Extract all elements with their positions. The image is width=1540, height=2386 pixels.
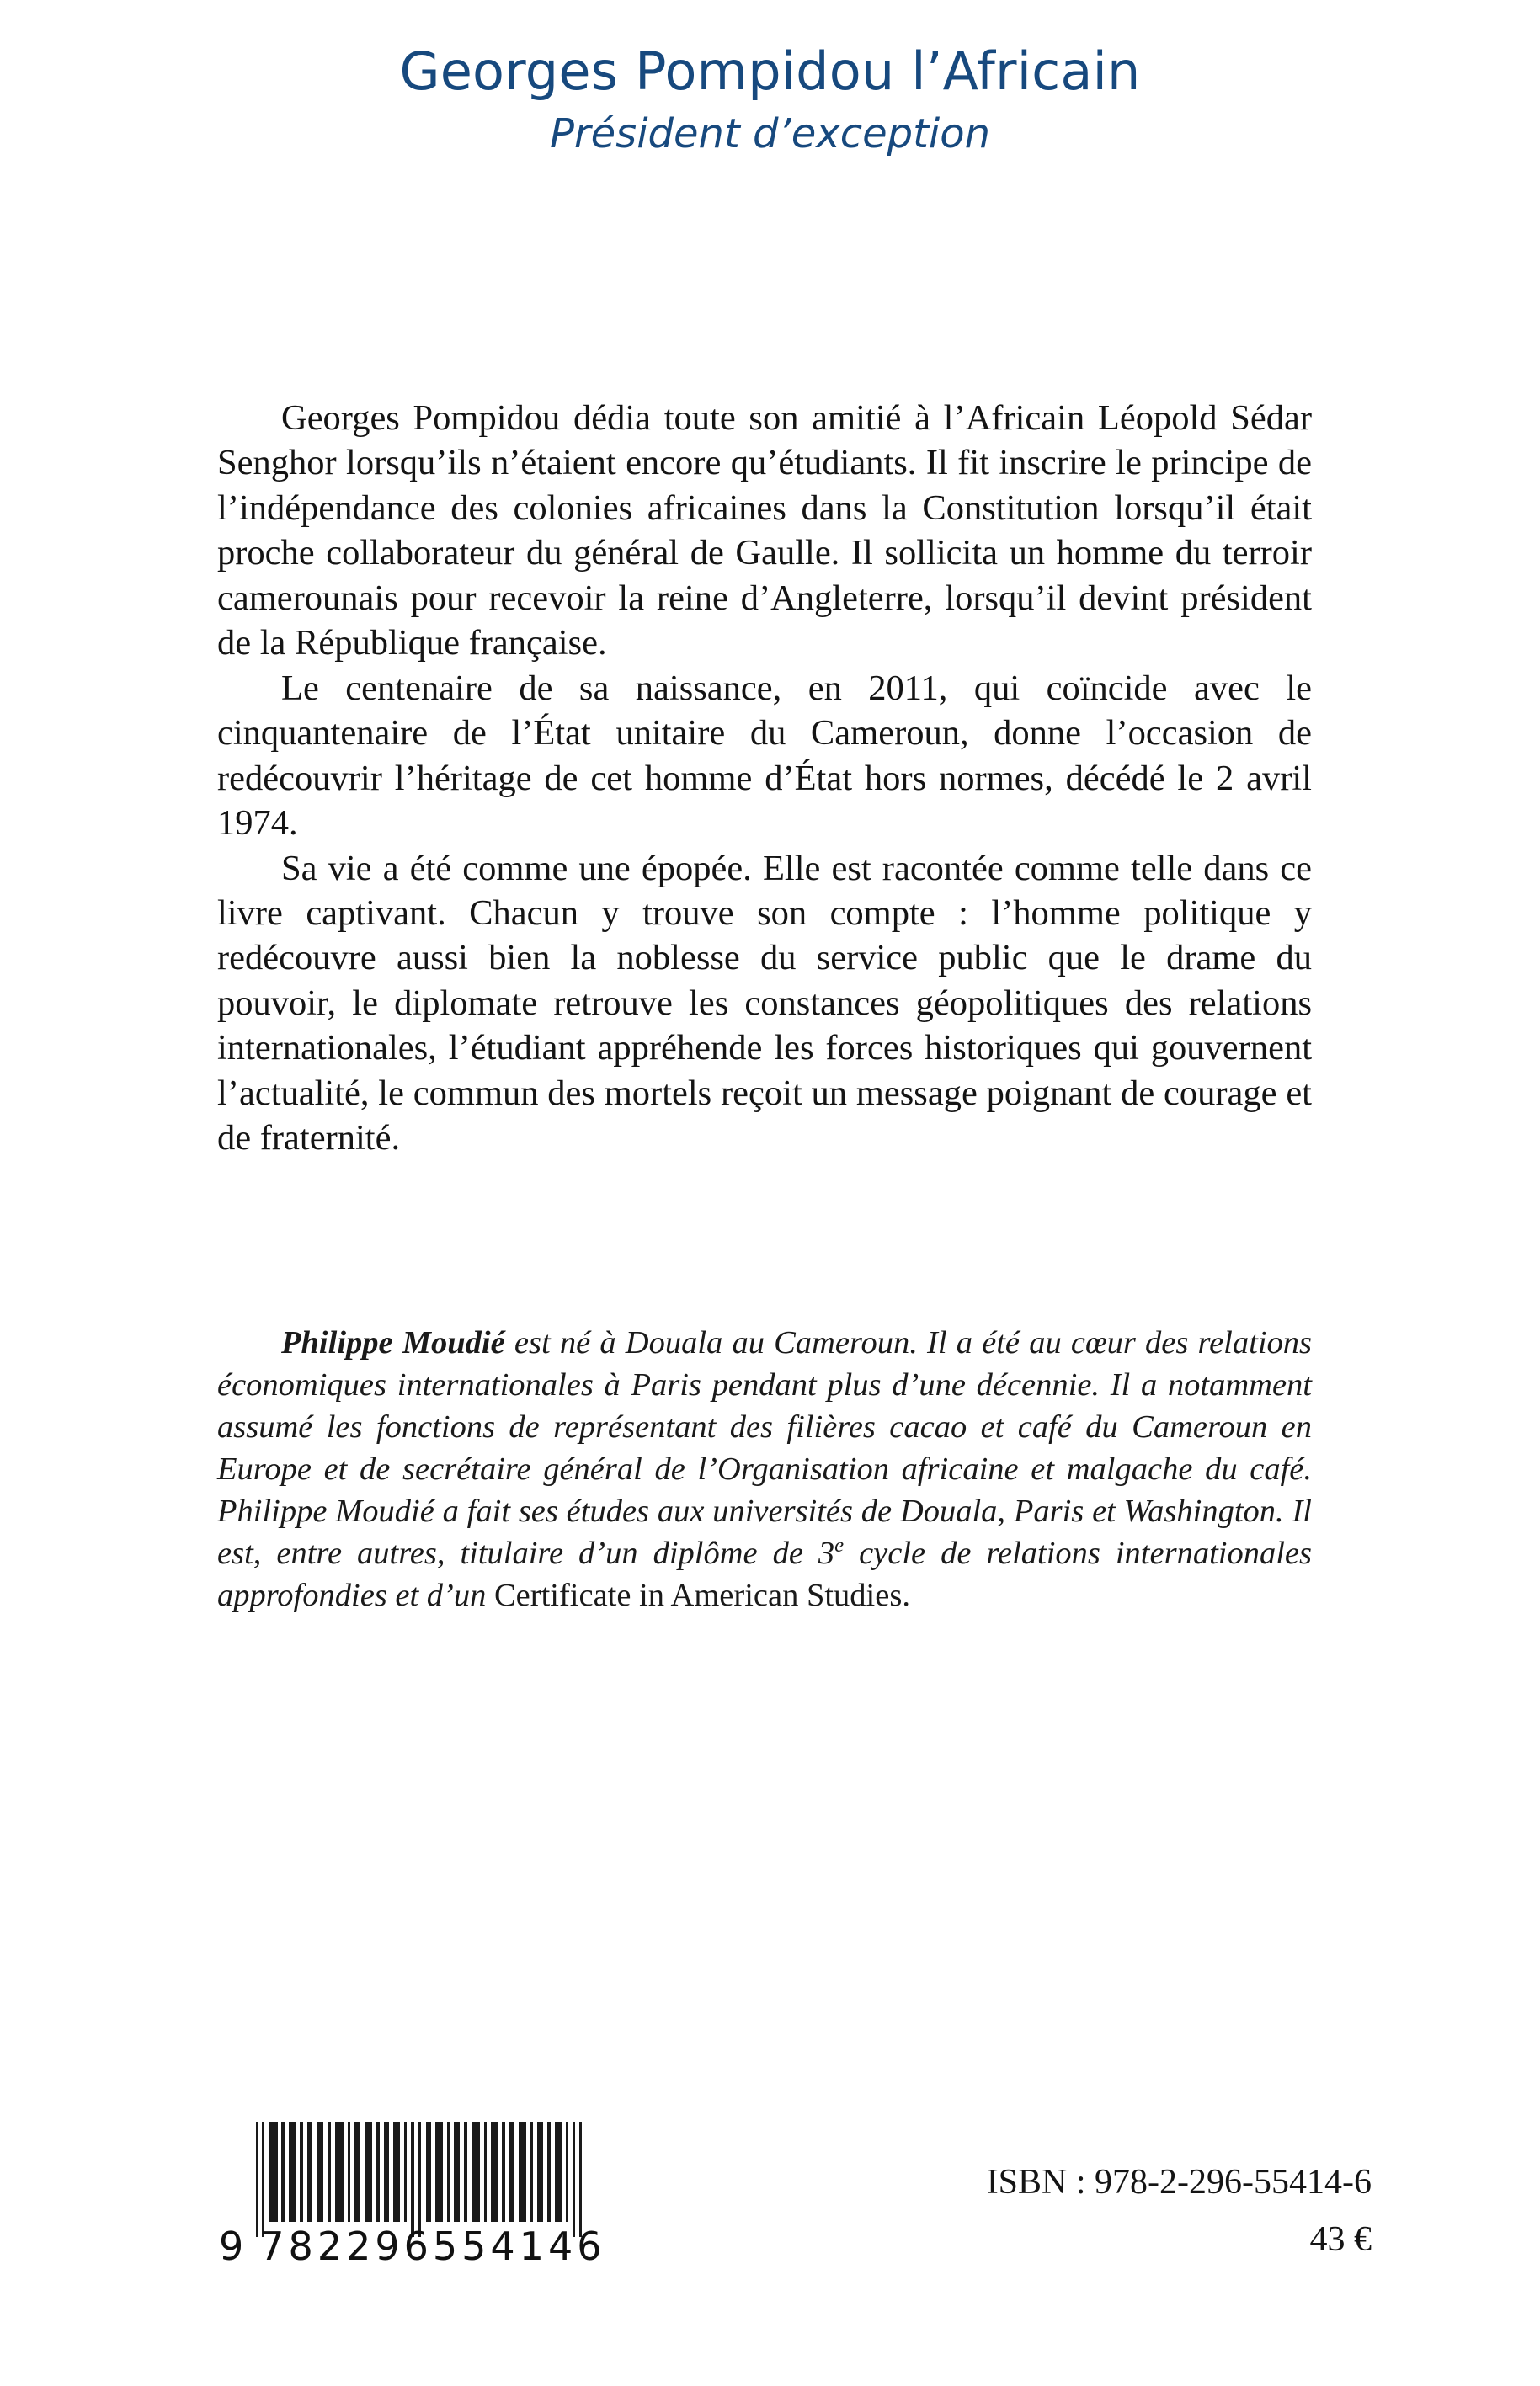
price-text: 43 € [1309, 2219, 1372, 2259]
barcode-group-1: 782296 [259, 2224, 433, 2269]
barcode [219, 2122, 606, 2278]
cycle-ordinal-suffix: e [834, 1534, 845, 1558]
author-bio-text-part-2: cycle de relations internationales approfondies et d’un [217, 1536, 1312, 1614]
isbn-text: ISBN : 978-2-296-55414-6 [986, 2162, 1372, 2202]
author-name: Philippe Moudié [281, 1325, 505, 1361]
cycle-number: 3 [818, 1536, 835, 1572]
barcode-group-2: 554146 [432, 2224, 606, 2269]
author-bio-paragraph [217, 1322, 1312, 1616]
blurb-paragraph-2: Le centenaire de sa naissance, en 2011, qui coïncide avec le cinquantenaire de l’État unitaire du Cameroun, donne l’occasion de redécouvrir l’héritage de cet homme d’État hors normes, décédé le 2 avril 1974. [217, 668, 1312, 844]
isbn-price-block [987, 2154, 1372, 2268]
barcode-lead-digit: 9 [219, 2224, 248, 2269]
blurb-paragraph-3: Sa vie a été comme une épopée. Elle est racontée comme telle dans ce livre captivant. Chacun y trouve son compte : l’homme politique y redécouvre aussi bien la noblesse du service public que le drame du pouvoir, le diplomate retrouve les constances géopolitiques des relations internationales, l’étudiant appréhende les forces historiques qui gouvernent l’actualité, le commun des mortels reçoit un message poignant de courage et de fraternité. [217, 848, 1312, 1158]
blurb-paragraph-1: Georges Pompidou dédia toute son amitié à l’Africain Léopold Sédar Senghor lorsqu’ils n’étaient encore qu’étudiants. Il fit inscrire le principe de l’indépendance des colonies africaines dans la Constitution lorsqu’il était proche collaborateur du général de Gaulle. Il sollicita un homme du terroir camerounais pour recevoir la reine d’Angleterre, lorsqu’il devint président de la République française. [217, 398, 1312, 663]
book-title: Georges Pompidou l’Africain [399, 40, 1141, 102]
book-subtitle: Président d’exception [549, 110, 991, 158]
author-bio-text-part-1: est né à Douala au Cameroun. Il a été au cœur des relations économiques internationales à Paris pendant plus d’une décennie. Il a notamment assumé les fonctions de représentant des filières cacao et café du Cameroun en Europe et de secrétaire général de l’Organisation africaine et malgache du café. Philippe Moudié a fait ses études aux universités de Douala, Paris et Washington. Il est, entre autres, titulaire d’un diplôme de [217, 1325, 1312, 1572]
barcode-bars-icon [253, 2122, 589, 2237]
title-block [0, 40, 1540, 159]
author-bio [217, 1322, 1312, 1616]
author-bio-certificate-text: Certificate in American Studies. [494, 1578, 910, 1614]
cover-footer [0, 2032, 1540, 2386]
barcode-digits [219, 2224, 606, 2269]
blurb-text [217, 396, 1312, 1161]
